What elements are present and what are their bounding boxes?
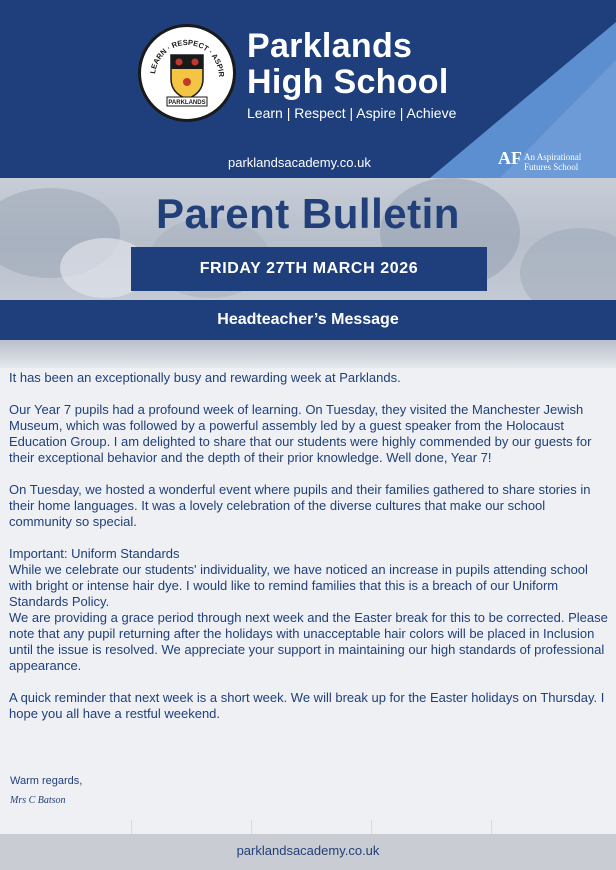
paragraph-year7: Our Year 7 pupils had a profound week of learning. On Tuesday, they visited the Manchester Jewish Museum, which was followed by a powerful assembly led by a guest speaker from the Holocaust Education Group. I am delighted to share that our students were highly commended by our guests for their exceptional behavior and the depth of their prior knowledge. Well done, Year 7! bbox=[9, 402, 592, 465]
paragraph-intro: It has been an exceptionally busy and rewarding week at Parklands. bbox=[9, 370, 401, 385]
photo-strip bbox=[0, 340, 616, 368]
header-website-link[interactable]: parklandsacademy.co.uk bbox=[228, 155, 371, 170]
school-name-line1: Parklands bbox=[247, 27, 413, 65]
section-heading: Headteacher’s Message bbox=[0, 300, 616, 340]
crest-icon bbox=[141, 27, 233, 119]
bulletin-date: FRIDAY 27TH MARCH 2026 bbox=[131, 247, 487, 291]
partner-line1: An Aspirational bbox=[524, 152, 582, 162]
crest-motto: LEARN · RESPECT · ASPIR bbox=[148, 37, 227, 78]
header-banner bbox=[0, 0, 616, 178]
paragraph-grace-period: We are providing a grace period through next week and the Easter break for this to be corrected. Please note that any pupil returning after the holidays with unacceptable hair colors will be placed in Inclusion until the issue is resolved. We appreciate your support in maintaining our high standards of professional appearance. bbox=[9, 610, 608, 673]
paragraph-languages: On Tuesday, we hosted a wonderful event where pupils and their families gathered to share stories in their home languages. It was a lovely celebration of the diverse cultures that make our school community so special. bbox=[9, 482, 591, 529]
af-logo-icon: AF bbox=[498, 148, 522, 168]
school-name bbox=[247, 28, 449, 100]
school-name-line2: High School bbox=[247, 63, 449, 101]
footer-website-link[interactable]: parklandsacademy.co.uk bbox=[0, 834, 616, 870]
school-crest bbox=[138, 24, 236, 122]
uniform-heading: Important: Uniform Standards bbox=[9, 546, 180, 561]
closing-regards: Warm regards, bbox=[10, 775, 83, 787]
footer-dividers bbox=[0, 820, 616, 834]
message-body bbox=[9, 370, 609, 738]
partner-line2: Futures School bbox=[524, 162, 579, 172]
bulletin-title: Parent Bulletin bbox=[156, 190, 460, 237]
headteacher-signature: Mrs C Batson bbox=[10, 795, 66, 806]
school-tagline: Learn | Respect | Aspire | Achieve bbox=[247, 105, 457, 121]
paragraph-uniform: While we celebrate our students' individuality, we have noticed an increase in pupils attending school with bright or intense hair dye. I would like to remind families that this is a breach of our Uniform Standards Policy. bbox=[9, 562, 588, 609]
crest-banner: PARKLANDS bbox=[168, 100, 206, 106]
paragraph-easter: A quick reminder that next week is a short week. We will break up for the Easter holidays on Thursday. I hope you all have a restful weekend. bbox=[9, 690, 605, 721]
